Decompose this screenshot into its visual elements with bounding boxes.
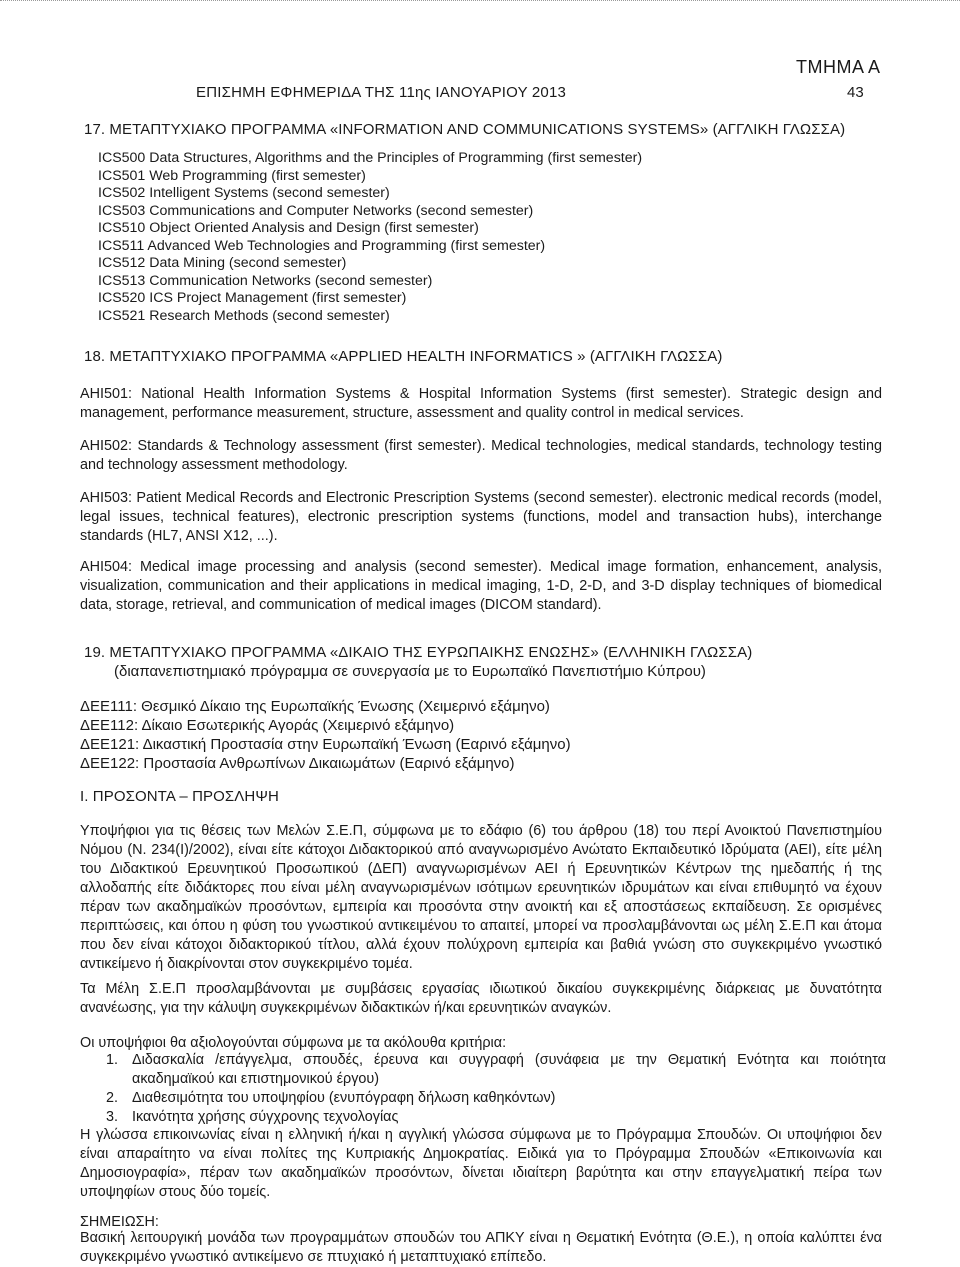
note-text: Βασική λειτουργική μονάδα των προγραμμάτων σπουδών του ΑΠΚΥ είναι η Θεματική Ενότητα (Θ.Ε.), η οποία καλύπτει ένα συγκεκριμένο γνωστικό αντικείμενο σε πτυχιακό ή μεταπτυχιακό επίπεδο.: [80, 1230, 882, 1265]
page-number: 43: [847, 84, 864, 101]
section-19-course-list: [80, 697, 571, 773]
list-item: ICS501 Web Programming (first semester): [98, 167, 366, 184]
scan-top-edge: [0, 0, 960, 2]
list-item: [80, 1089, 886, 1108]
section-19-title: 19. ΜΕΤΑΠΤΥΧΙΑΚΟ ΠΡΟΓΡΑΜΜΑ «ΔΙΚΑΙΟ ΤΗΣ ΕΥΡΩΠΑΙΚΗΣ ΕΝΩΣΗΣ» (ΕΛΛΗΝΙΚΗ ΓΛΩΣΣΑ): [84, 644, 753, 661]
list-item: ICS521 Research Methods (second semester): [98, 307, 390, 324]
list-item: [80, 1108, 886, 1127]
criterion-number: 1.: [105, 1052, 118, 1068]
criterion-number: 3.: [105, 1109, 118, 1125]
course-paragraph: AHI503: Patient Medical Records and Electronic Prescription Systems (second semester). electronic medical records (model, legal issues, technical features), electronic prescription systems (functions, model and transaction hubs), interchange standards (HL7, ANSI X12, ...).: [80, 490, 882, 544]
course-paragraph: AHI502: Standards & Technology assessment (first semester). Medical technologies, medical standards, technology testing and technology assessment methodology.: [80, 438, 882, 473]
list-item: ICS513 Communication Networks (second semester): [98, 272, 433, 289]
course-paragraph: AHI501: National Health Information Systems & Hospital Information Systems (first semester). Strategic design and management, performance measurement, structure, assessment and quality control in medical services.: [80, 386, 882, 421]
list-item: ΔΕΕ121: Δικαστική Προστασία στην Ευρωπαϊκή Ένωση (Εαρινό εξάμηνο): [80, 736, 571, 753]
list-item: ΔΕΕ111: Θεσμικό Δίκαιο της Ευρωπαϊκής Ένωσης (Χειμερινό εξάμηνο): [80, 698, 550, 715]
criterion-text: Διδασκαλία /επάγγελμα, σπουδές, έρευνα και συγγραφή (συνάφεια με την Θεματική Ενότητα και ποιότητα ακαδημαϊκού και επιστημονικού έργου): [132, 1052, 886, 1087]
section-label: ΤΜΗΜΑ Α: [796, 57, 881, 77]
list-item: ICS500 Data Structures, Algorithms and the Principles of Programming (first semester): [98, 150, 643, 166]
language-paragraph: Η γλώσσα επικοινωνίας είναι η ελληνική ή/και η αγγλική γλώσσα σύμφωνα με το Πρόγραμμα Σπουδών. Οι υποψήφιοι δεν είναι απαραίτητο να είναι πολίτες της Κυπριακής Δημοκρατίας. Ειδικά για το Πρόγραμμα Σπουδών «Επικοινωνία και Δημοσιογραφία», πέραν των ακαδημαϊκών προσόντων, δίνεται ιδιαίτερη βαρύτητα και στην επαγγελματική πείρα των υποψηφίων στους δύο τομείς.: [80, 1127, 882, 1200]
list-item: ICS510 Object Oriented Analysis and Design (first semester): [98, 220, 479, 236]
criterion-text: Ικανότητα χρήσης σύγχρονης τεχνολογίας: [132, 1109, 399, 1125]
list-item: ΔΕΕ112: Δίκαιο Εσωτερικής Αγοράς (Χειμερινό εξάμηνο): [80, 717, 455, 734]
section-17-course-list: [98, 150, 642, 325]
gazette-header: ΕΠΙΣΗΜΗ ΕΦΗΜΕΡΙΔΑ ΤΗΣ 11ης ΙΑΝΟΥΑΡΙΟΥ 2013: [196, 84, 567, 101]
list-item: ICS520 ICS Project Management (first semester): [98, 290, 407, 306]
criteria-intro: Οι υποψήφιοι θα αξιολογούνται σύμφωνα με τα ακόλουθα κριτήρια:: [80, 1035, 507, 1051]
list-item: ΔΕΕ122: Προστασία Ανθρωπίνων Δικαιωμάτων (Εαρινό εξάμηνο): [80, 755, 515, 772]
section-18-title: 18. ΜΕΤΑΠΤΥΧΙΑΚΟ ΠΡΟΓΡΑΜΜΑ «APPLIED HEALTH INFORMATICS » (ΑΓΓΛΙΚΗ ΓΛΩΣΣΑ): [84, 348, 723, 365]
list-item: [80, 1051, 886, 1089]
criterion-number: 2.: [105, 1090, 118, 1106]
section-17-title: 17. ΜΕΤΑΠΤΥΧΙΑΚΟ ΠΡΟΓΡΑΜΜΑ «INFORMATION AND COMMUNICATIONS SYSTEMS» (ΑΓΓΛΙΚΗ ΓΛΩΣΣΑ): [84, 121, 846, 138]
contracts-paragraph: Τα Μέλη Σ.Ε.Π προσλαμβάνονται με συμβάσεις εργασίας ιδιωτικού δικαίου συγκεκριμένης διάρκειας με δυνατότητα ανανέωσης, για την κάλυψη συγκεκριμένων διδακτικών ή/και ερευνητικών αναγκών.: [80, 981, 882, 1016]
list-item: ICS502 Intelligent Systems (second semester): [98, 185, 390, 201]
list-item: ICS503 Communications and Computer Networks (second semester): [98, 202, 534, 219]
list-item: ICS512 Data Mining (second semester): [98, 255, 347, 271]
qualifications-paragraph: Υποψήφιοι για τις θέσεις των Μελών Σ.Ε.Π, σύμφωνα με το εδάφιο (6) του άρθρου (18) του περί Ανοικτού Πανεπιστημίου Νόμου (Ν. 234(Ι)/2002), είναι είτε κάτοχοι Διδακτορικού από αναγνωρισμένο Ανώτατο Εκπαιδευτικό Ιδρύματα (ΑΕΙ), είτε μέλη του Διδακτικού Ερευνητικού Προσωπικού (ΔΕΠ) αναγνωρισμένων ΑΕΙ ή Ερευνητικών Κέντρων της ημεδαπής ή της αλλοδαπής είτε διδάκτορες που είναι μέλη αναγνωρισμένων ισότιμων ερευνητικών ιδρυμάτων και είναι επιθυμητό να έχουν πέραν των ακαδημαϊκών προσόντων, εμπειρία και προσόντα στην ανοικτή και εξ αποστάσεως εκπαίδευση. Σε ορισμένες περιπτώσεις, και όπου η φύση του γνωστικού αντικειμένου το απαιτεί, μπορεί να προσλαμβάνονται ως μέλη Σ.Ε.Π και άτομα που δεν είναι κάτοχοι διδακτορικού τίτλου, αλλά έχουν πολύχρονη εμπειρία και βαθιά γνώση στο συγκεκριμένο γνωστικό αντικείμενο ή διακρίνονται στον συγκεκριμένο τομέα.: [80, 823, 882, 972]
section-19-subtitle: (διαπανεπιστημιακό πρόγραμμα σε συνεργασία με το Ευρωπαϊκό Πανεπιστήμιο Κύπρου): [114, 663, 706, 680]
list-item: ICS511 Advanced Web Technologies and Programming (first semester): [98, 237, 546, 254]
section-i-title: Ι. ΠΡΟΣΟΝΤΑ – ΠΡΟΣΛΗΨΗ: [80, 788, 279, 805]
criteria-list: [80, 1051, 886, 1127]
note-title: ΣΗΜΕΙΩΣΗ:: [80, 1214, 159, 1230]
criterion-text: Διαθεσιμότητα του υποψηφίου (ενυπόγραφη δήλωση καθηκόντων): [132, 1090, 556, 1106]
course-paragraph: AHI504: Medical image processing and analysis (second semester). Medical image formation, enhancement, analysis, visualization, communication and their applications in medical imaging, 1-D, 2-D, and 3-D display techniques of biomedical data, storage, retrieval, and communication of medical images (DICOM standard).: [80, 559, 882, 613]
